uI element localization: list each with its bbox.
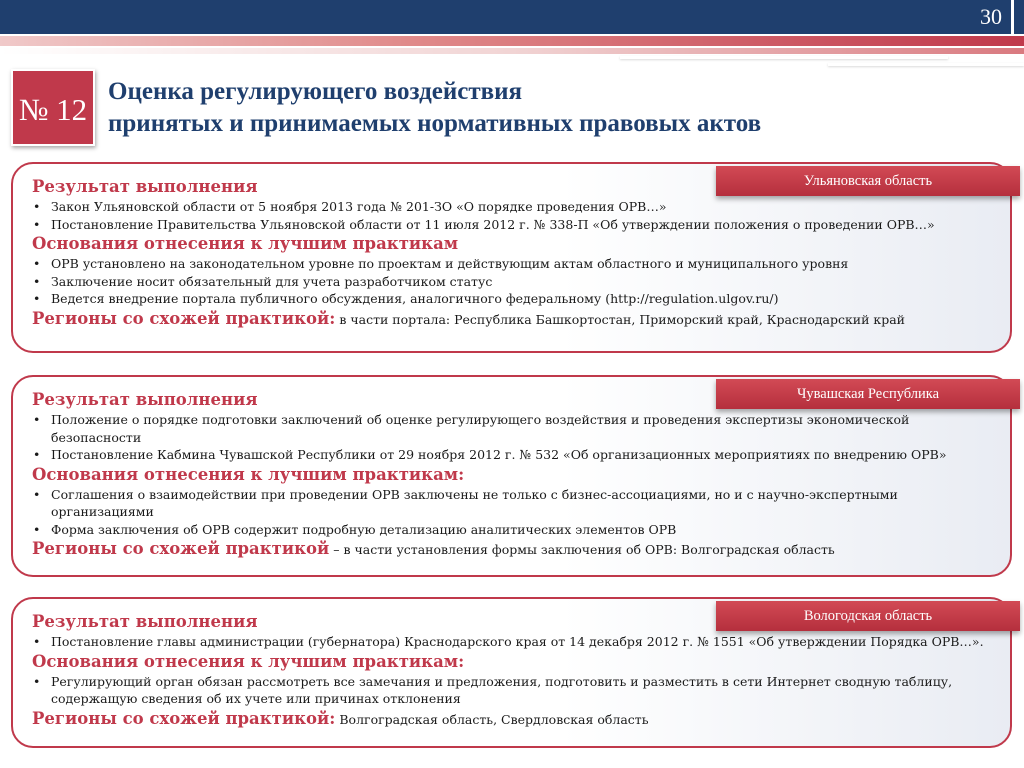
region-panel-chuvashia [11,375,1012,577]
header-pink-stripe [0,48,1024,54]
result-list [32,198,992,233]
result-heading: Результат выполнения [32,177,258,196]
region-panel-ulyanovsk [11,162,1012,353]
basis-heading: Основания отнесения к лучшим практикам: [32,651,465,671]
region-panel-vologda [11,597,1012,748]
region-tab: Чувашская Республика [716,379,1020,409]
list-item: • Положение о порядке подготовки заключений об оценке регулирующего воздействия и проведения экспертизы экономической безопасности [32,411,992,446]
similar-regions [32,308,992,331]
similar-text: – в части установления формы заключения об ОРВ: Волгоградская область [329,542,835,557]
list-item: • Постановление главы администрации (губернатора) Краснодарского края от 14 декабря 2012 г. № 1551 «Об утверждении Порядка ОРВ…». [32,633,992,651]
basis-list [32,673,992,708]
list-item: • Закон Ульяновской области от 5 ноября 2013 года № 201-ЗО «О порядке проведения ОРВ…» [32,198,992,216]
similar-regions [32,538,992,561]
basis-list [32,486,992,539]
page-title-line-2: принятых и принимаемых нормативных правовых актов [108,110,762,137]
list-item: • Постановление Кабмина Чувашской Республики от 29 ноября 2012 г. № 532 «Об организационных мероприятиях по внедрению ОРВ» [32,446,992,464]
list-item: • Форма заключения об ОРВ содержит подробную детализацию аналитических элементов ОРВ [32,521,992,539]
basis-list [32,255,992,308]
list-item: • Соглашения о взаимодействии при проведении ОРВ заключены не только с бизнес-ассоциациями, но и с научно-экспертными организациями [32,486,992,521]
region-tab: Вологодская область [716,601,1020,631]
slide-number: 30 [980,4,1002,29]
region-tab: Ульяновская область [716,166,1020,196]
header-white-line-short [828,63,1024,66]
top-banner [0,0,1024,34]
list-item: • Регулирующий орган обязан рассмотреть все замечания и предложения, подготовить и разместить в сети Интернет сводную таблицу, содержащую сведения об их учете или причинах отклонения [32,673,992,708]
header-red-stripe [0,36,1024,46]
similar-regions [32,708,992,731]
basis-heading: Основания отнесения к лучшим практикам: [32,464,465,484]
basis-heading: Основания отнесения к лучшим практикам [32,234,459,253]
page-title-line-1: Оценка регулирующего воздействия [108,78,523,105]
similar-heading: Регионы со схожей практикой [32,539,330,558]
list-item: • Постановление Правительства Ульяновской области от 11 июля 2012 г. № 338-П «Об утверждении положения о проведении ОРВ…» [32,216,992,234]
result-heading: Результат выполнения [32,390,258,409]
result-heading: Результат выполнения [32,612,258,631]
slide-badge: № 12 [11,69,95,146]
header-white-line [620,56,948,59]
similar-text: Волгоградская область, Свердловская область [335,711,649,727]
list-item: • ОРВ установлено на законодательном уровне по проектам и действующим актам областного и муниципального уровня [32,255,992,273]
similar-heading: Регионы со схожей практикой: [32,308,336,328]
list-item: • Заключение носит обязательный для учета разработчиком статус [32,273,992,291]
similar-heading: Регионы со схожей практикой: [32,708,336,728]
result-list [32,633,992,651]
page-title [108,76,1008,140]
list-item: • Ведется внедрение портала публичного обсуждения, аналогичного федеральному (http://regulation.ulgov.ru/) [32,290,992,308]
similar-text: в части портала: Республика Башкортостан, Приморский край, Краснодарский край [335,311,905,327]
slide-number-divider [1011,0,1014,36]
result-list [32,411,992,464]
